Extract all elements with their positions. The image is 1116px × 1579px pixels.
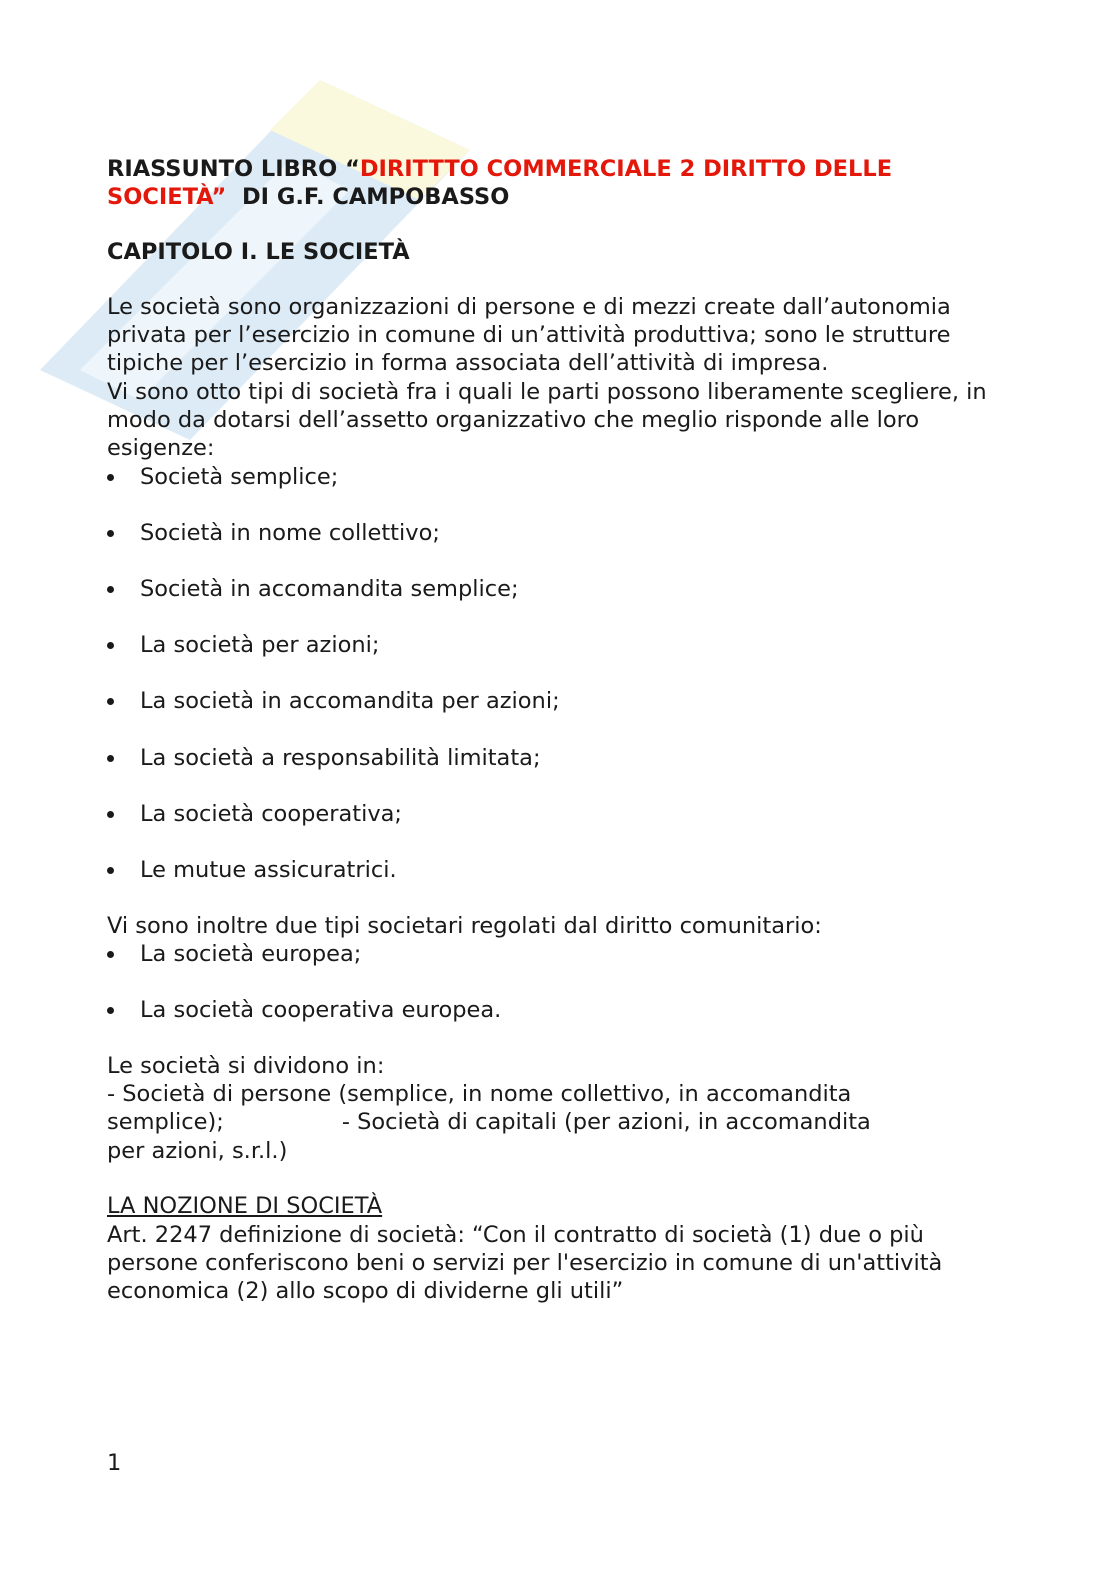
document-title xyxy=(107,155,1007,212)
list-item: La società cooperativa europea. xyxy=(107,996,1007,1024)
title-prefix: RIASSUNTO LIBRO “ xyxy=(107,156,360,182)
title-author: DI G.F. CAMPOBASSO xyxy=(226,184,510,211)
title-book-name: DIRITTTO COMMERCIALE 2 DIRITTO DELLE SOCIETÀ” xyxy=(107,156,893,211)
types-paragraph: Vi sono otto tipi di società fra i quali le parti possono liberamente scegliere, in modo da dotarsi dell’assetto organizzativo che meglio risponde alle loro esigenze: xyxy=(107,378,987,462)
eu-intro-paragraph: Vi sono inoltre due tipi societari regolati dal diritto comunitario: xyxy=(107,912,822,939)
list-item: La società per azioni; xyxy=(107,631,1007,659)
page-number: 1 xyxy=(107,1450,122,1476)
bullet-icon xyxy=(107,474,114,481)
list-item: La società cooperativa; xyxy=(107,800,1007,828)
division-intro: Le società si dividono in: xyxy=(107,1052,385,1079)
division-paragraph xyxy=(107,1052,1007,1165)
list-item: Società in nome collettivo; xyxy=(107,519,1007,547)
list-item: La società in accomandita per azioni; xyxy=(107,687,1007,715)
bullet-icon xyxy=(107,530,114,537)
list-item: Società in accomandita semplice; xyxy=(107,575,1007,603)
list-item: La società a responsabilità limitata; xyxy=(107,744,1007,772)
intro-paragraph: Le società sono organizzazioni di persone e di mezzi create dall’autonomia privata per l’esercizio in comune di un’attività produttiva; sono le strutture tipiche per l’esercizio in forma associata dell’attività di impresa. xyxy=(107,293,951,377)
article-paragraph: Art. 2247 definizione di società: “Con il contratto di società (1) due o più persone conferiscono beni o servizi per l'esercizio in comune di un'attività economica (2) allo scopo di dividerne gli utili” xyxy=(107,1221,943,1305)
bullet-icon xyxy=(107,867,114,874)
bullet-icon xyxy=(107,811,114,818)
bullet-icon xyxy=(107,1007,114,1014)
bullet-icon xyxy=(107,951,114,958)
division-persone: - Società di persone (semplice, in nome collettivo, in accomandita xyxy=(107,1080,852,1107)
chapter-heading: CAPITOLO I. LE SOCIETÀ xyxy=(107,238,410,265)
company-types-list xyxy=(107,463,1007,885)
section-heading: LA NOZIONE DI SOCIETÀ xyxy=(107,1193,383,1220)
list-item: Società semplice; xyxy=(107,463,1007,491)
list-item: La società europea; xyxy=(107,940,1007,968)
bullet-icon xyxy=(107,586,114,593)
division-line-mixed: semplice); - Società di capitali (per azioni, in accomandita xyxy=(107,1109,871,1136)
bullet-icon xyxy=(107,755,114,762)
bullet-icon xyxy=(107,642,114,649)
list-item: Le mutue assicuratrici. xyxy=(107,856,1007,884)
document-page xyxy=(107,155,1007,1306)
eu-types-list xyxy=(107,940,1007,1024)
bullet-icon xyxy=(107,698,114,705)
division-capitali-end: per azioni, s.r.l.) xyxy=(107,1137,288,1164)
